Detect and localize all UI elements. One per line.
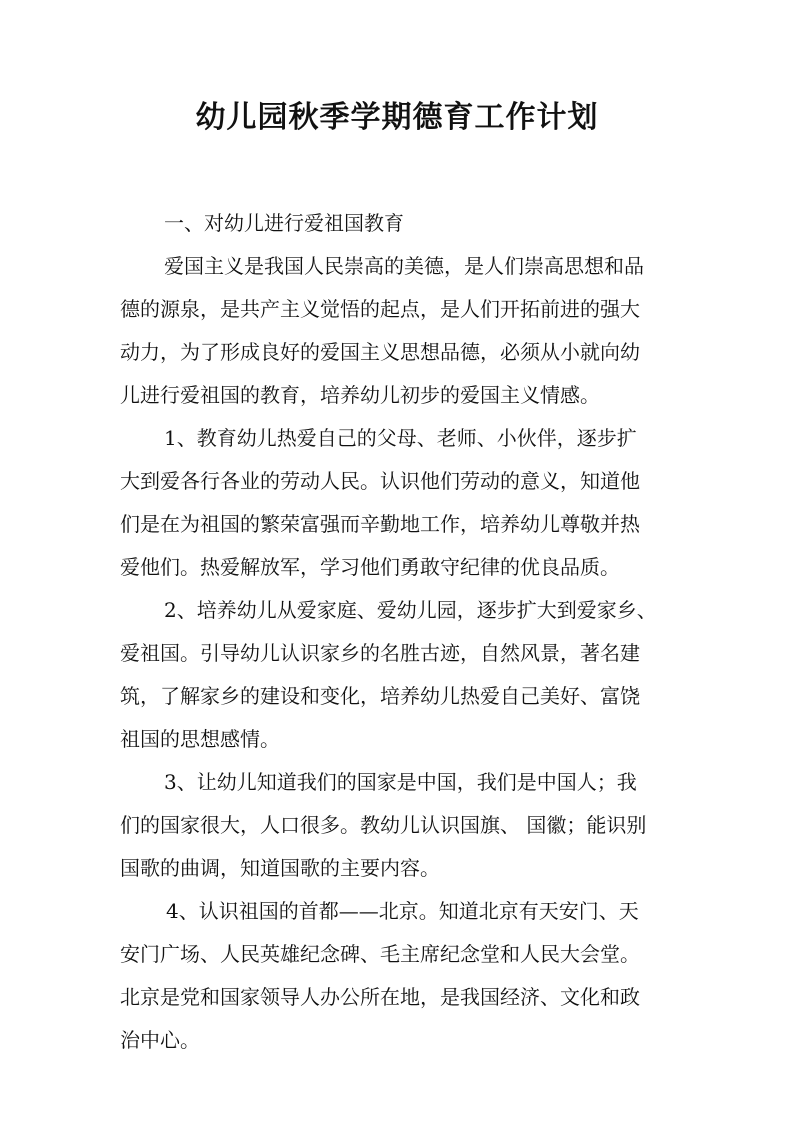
paragraph-line: 安门广场、人民英雄纪念碑、毛主席纪念堂和人民大会堂。 xyxy=(120,942,640,966)
document-title: 幼儿园秋季学期德育工作计划 xyxy=(195,100,599,135)
paragraph-line: 治中心。 xyxy=(120,1028,200,1052)
paragraph-line: 2、培养幼儿从爱家庭、爱幼儿园，逐步扩大到爱家乡、 xyxy=(164,598,657,622)
paragraph-item-3 xyxy=(120,761,686,890)
paragraph-line: 筑，了解家乡的建设和变化，培养幼儿热爱自己美好、富饶 xyxy=(120,684,640,708)
paragraph-line: 动力，为了形成良好的爱国主义思想品德，必须从小就向幼 xyxy=(120,340,640,364)
paragraph-patriotism-intro xyxy=(120,245,686,417)
paragraph-item-1 xyxy=(120,417,686,589)
paragraph-item-4 xyxy=(120,890,686,1062)
paragraph-line: 4、认识祖国的首都——北京。知道北京有天安门、天 xyxy=(166,899,639,923)
paragraph-line: 爱他们。热爱解放军，学习他们勇敢守纪律的优良品质。 xyxy=(120,555,620,579)
paragraph-line: 爱国主义是我国人民崇高的美德，是人们崇高思想和品 xyxy=(164,254,644,278)
section-heading: 一、对幼儿进行爱祖国教育 xyxy=(164,211,404,235)
paragraph-line: 德的源泉，是共产主义觉悟的起点，是人们开拓前进的强大 xyxy=(120,297,640,321)
paragraph-item-2 xyxy=(120,589,686,761)
paragraph-line: 们是在为祖国的繁荣富强而辛勤地工作，培养幼儿尊敬并热 xyxy=(120,512,640,536)
paragraph-line: 大到爱各行各业的劳动人民。认识他们劳动的意义，知道他 xyxy=(120,469,640,493)
paragraph-line: 国歌的曲调，知道国歌的主要内容。 xyxy=(120,856,440,880)
paragraph-line: 们的国家很大，人口很多。教幼儿认识国旗、 国徽；能识别 xyxy=(120,813,647,837)
paragraph-line: 儿进行爱祖国的教育，培养幼儿初步的爱国主义情感。 xyxy=(120,383,600,407)
paragraph-line: 祖国的思想感情。 xyxy=(120,727,280,751)
paragraph-line: 1、教育幼儿热爱自己的父母、老师、小伙伴，逐步扩 xyxy=(164,426,637,450)
document-body xyxy=(120,202,686,1062)
paragraph-line: 爱祖国。引导幼儿认识家乡的名胜古迹，自然风景，著名建 xyxy=(120,641,640,665)
paragraph-line: 3、让幼儿知道我们的国家是中国，我们是中国人；我 xyxy=(164,770,637,794)
paragraph-line: 北京是党和国家领导人办公所在地，是我国经济、文化和政 xyxy=(120,985,640,1009)
